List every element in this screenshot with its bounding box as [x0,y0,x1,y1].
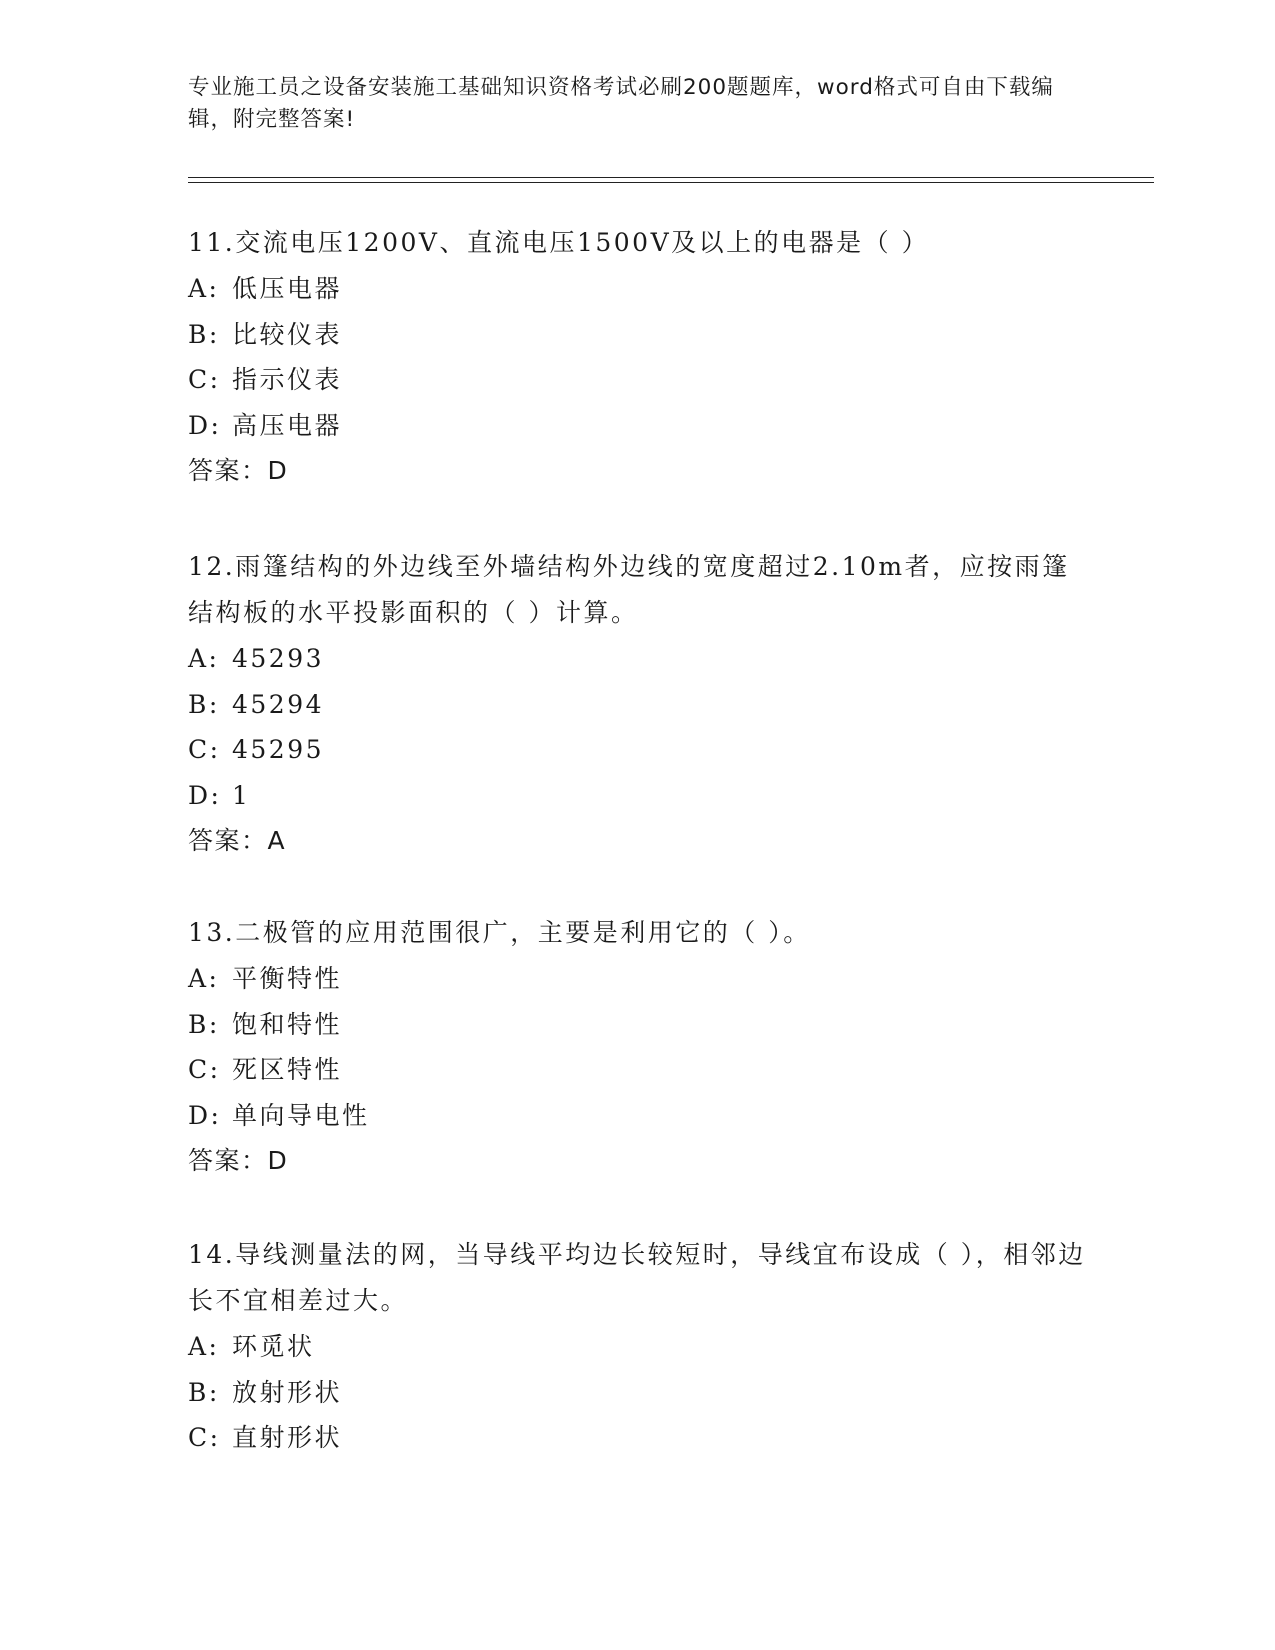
option-c [188,1415,1088,1461]
option-text: 放射形状 [232,1377,343,1407]
document-header: 专业施工员之设备安装施工基础知识资格考试必刷200题题库，word格式可自由下载编辑，附完整答案! [188,75,1054,132]
answer-label: 答案： [188,826,268,855]
option-b [188,1002,1088,1048]
answer-value: A [267,826,287,855]
option-text: 单向导电性 [232,1100,370,1130]
option-letter: C: [188,365,221,394]
option-list [188,956,1088,1138]
header-divider-top [188,177,1154,178]
option-letter: C: [188,735,221,764]
option-letter: A: [188,644,220,673]
option-letter: B: [188,1009,220,1039]
option-c [188,357,1088,403]
option-a [188,956,1088,1002]
header-divider-bottom [188,182,1154,183]
option-text: 高压电器 [232,410,343,440]
option-c [188,727,1088,773]
question-stem: 导线测量法的网，当导线平均边长较短时，导线宜布设成（ ），相邻边长不宜相差过大。 [188,1240,1086,1315]
question-text [188,1232,1088,1324]
option-c [188,1047,1088,1093]
option-letter: B: [188,1377,220,1407]
question-number: 12. [188,552,236,581]
option-a [188,1324,1088,1370]
answer-line [188,818,1088,864]
option-text: 比较仪表 [232,319,343,349]
question-stem: 雨篷结构的外边线至外墙结构外边线的宽度超过2.10m者，应按雨篷结构板的水平投影面积的（ ）计算。 [188,552,1070,627]
option-text: 45293 [232,644,325,673]
answer-line [188,448,1088,494]
question-text [188,544,1088,636]
option-text: 直射形状 [232,1423,343,1452]
option-text: 环觅状 [232,1332,315,1361]
option-d [188,1093,1088,1139]
question-11 [188,220,1088,494]
option-list [188,636,1088,818]
option-b [188,682,1088,728]
option-text: 指示仪表 [232,365,343,394]
option-text: 死区特性 [232,1055,343,1084]
question-stem: 交流电压1200V、直流电压1500V及以上的电器是（ ） [235,228,930,257]
option-a [188,266,1088,312]
answer-label: 答案： [188,1146,268,1175]
option-text: 1 [232,780,251,810]
option-b [188,312,1088,358]
option-d [188,773,1088,819]
option-text: 45295 [232,735,325,764]
answer-line [188,1138,1088,1184]
option-b [188,1370,1088,1416]
option-letter: C: [188,1055,221,1084]
option-letter: D: [188,780,222,810]
answer-label: 答案： [188,456,268,485]
question-12 [188,544,1088,864]
answer-value: D [267,456,289,485]
option-a [188,636,1088,682]
option-text: 45294 [232,689,325,719]
option-d [188,403,1088,449]
option-letter: C: [188,1423,221,1452]
option-letter: A: [188,1332,220,1361]
question-text [188,220,1088,266]
question-number: 14. [188,1240,236,1269]
question-stem: 二极管的应用范围很广，主要是利用它的（ ）。 [235,918,811,947]
option-letter: B: [188,319,220,349]
option-letter: D: [188,410,222,440]
option-text: 饱和特性 [232,1009,343,1039]
option-list [188,266,1088,448]
option-letter: D: [188,1100,222,1130]
question-number: 13. [188,918,236,947]
question-number: 11. [188,228,236,257]
question-13 [188,910,1088,1184]
question-text [188,910,1088,956]
option-letter: A: [188,964,220,993]
option-letter: A: [188,274,220,303]
option-text: 低压电器 [232,274,343,303]
option-text: 平衡特性 [232,964,343,993]
option-letter: B: [188,689,220,719]
option-list [188,1324,1088,1461]
question-14 [188,1232,1088,1461]
answer-value: D [267,1146,289,1175]
